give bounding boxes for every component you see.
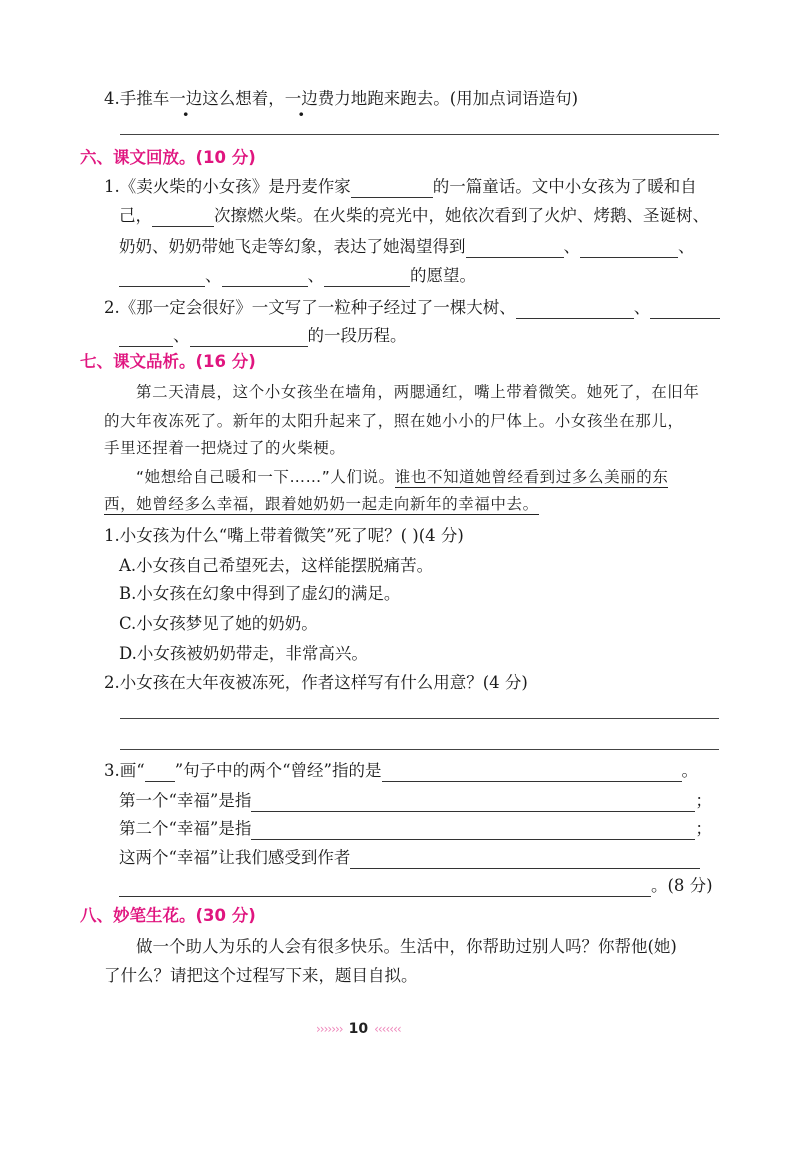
answer-line[interactable]: [120, 718, 719, 719]
emphasized-word: 一边: [284, 89, 318, 108]
question-4: 4.手推车一边这么想着，一边费力地跑来跑去。(用加点词语造句): [104, 89, 579, 108]
blank-wish-2[interactable]: [580, 239, 678, 258]
blank-journey-2b[interactable]: [119, 328, 173, 347]
blank-cengjing[interactable]: [382, 763, 682, 782]
blank-author-feeling-a[interactable]: [350, 850, 700, 869]
blank-happiness-1[interactable]: [251, 793, 695, 812]
underlined-sentence-part1: 谁也不知道她曾经看到过多么美丽的东: [394, 468, 669, 486]
blank-wish-3[interactable]: [119, 268, 205, 287]
passage-line-1: 第二天清晨，这个小女孩坐在墙角，两腮通红，嘴上带着微笑。她死了，在旧年: [136, 383, 700, 401]
blank-wish-1[interactable]: [466, 239, 564, 258]
passage-line-5: [104, 493, 539, 515]
passage-line-4: “她想给自己暖和一下……”人们说。谁也不知道她曾经看到过多么美丽的东: [136, 468, 669, 486]
section-7-title: 七、课文品析。(16 分): [80, 352, 256, 371]
underlined-sentence-part2: 西，她曾经多么幸福，跟着她奶奶一起走向新年的幸福中去。: [104, 495, 539, 513]
answer-line[interactable]: [120, 749, 719, 750]
chevron-left-icon: ‹‹‹‹‹‹‹: [374, 1022, 401, 1036]
s6-q2-line2: 、 的一段历程。: [119, 325, 407, 347]
blank-happiness-2[interactable]: [251, 821, 695, 840]
underline-sample: [145, 765, 175, 782]
page-footer: [316, 1018, 401, 1037]
s7-q3-line2: 第一个“幸福”是指 ；: [119, 791, 712, 810]
s7-q3-line1: 3.画“ ”句子中的两个“曾经”指的是 。: [104, 761, 698, 780]
page-number: 10: [348, 1021, 369, 1037]
s7-q2-stem: 2.小女孩在大年夜被冻死，作者这样写有什么用意？(4 分): [104, 673, 528, 692]
s7-q3-line5: 。(8 分): [119, 875, 713, 897]
blank-wish-5[interactable]: [324, 268, 410, 287]
s8-prompt-line1: 做一个助人为乐的人会有很多快乐。生活中，你帮助过别人吗？你帮他(她): [136, 937, 677, 956]
chevron-right-icon: ›››››››: [316, 1022, 343, 1036]
blank-author-country[interactable]: [351, 179, 433, 198]
s6-q1-line2: 己， 次擦燃火柴。在火柴的亮光中，她依次看到了火炉、烤鹅、圣诞树、: [119, 206, 709, 225]
s6-q1-line4: 、 、 的愿望。: [119, 265, 476, 287]
section-6-title: 六、课文回放。(10 分): [80, 148, 256, 167]
section-8-title: 八、妙笔生花。(30 分): [80, 906, 256, 925]
answer-line[interactable]: [120, 134, 719, 135]
option-d[interactable]: D.小女孩被奶奶带走，非常高兴。: [119, 644, 368, 663]
blank-wish-4[interactable]: [222, 268, 308, 287]
passage-line-2: 的大年夜冻死了。新年的太阳升起来了，照在她小小的尸体上。小女孩坐在那儿，: [104, 412, 684, 430]
option-a[interactable]: A.小女孩自己希望死去，这样能摆脱痛苦。: [119, 556, 434, 575]
blank-journey-1[interactable]: [516, 300, 634, 319]
s7-q3-line3: 第二个“幸福”是指 ；: [119, 819, 712, 838]
blank-times[interactable]: [152, 208, 214, 227]
s8-prompt-line2: 了什么？请把这个过程写下来，题目自拟。: [104, 966, 418, 985]
blank-author-feeling-b[interactable]: [119, 878, 651, 897]
passage-line-3: 手里还捏着一把烧过了的火柴梗。: [104, 439, 346, 457]
option-c[interactable]: C.小女孩梦见了她的奶奶。: [119, 614, 318, 633]
s7-q1-stem: 1.小女孩为什么“嘴上带着微笑”死了呢？( )(4 分): [104, 526, 464, 545]
s6-q1-line3: 奶奶、奶奶带她飞走等幻象，表达了她渴望得到 、 、: [119, 237, 695, 256]
s7-q3-line4: 这两个“幸福”让我们感受到作者: [119, 847, 700, 869]
blank-journey-2a[interactable]: [650, 300, 720, 319]
q4-num: 4.: [104, 89, 120, 108]
s6-q2-line1: 2.《那一定会很好》一文写了一粒种子经过了一棵大树、 、: [104, 297, 720, 319]
emphasized-word: 一边: [169, 89, 203, 108]
blank-journey-3[interactable]: [190, 328, 308, 347]
s6-q1-line1: 1.《卖火柴的小女孩》是丹麦作家 的一篇童话。文中小女孩为了暖和自: [104, 177, 697, 196]
option-b[interactable]: B.小女孩在幻象中得到了虚幻的满足。: [119, 584, 401, 603]
